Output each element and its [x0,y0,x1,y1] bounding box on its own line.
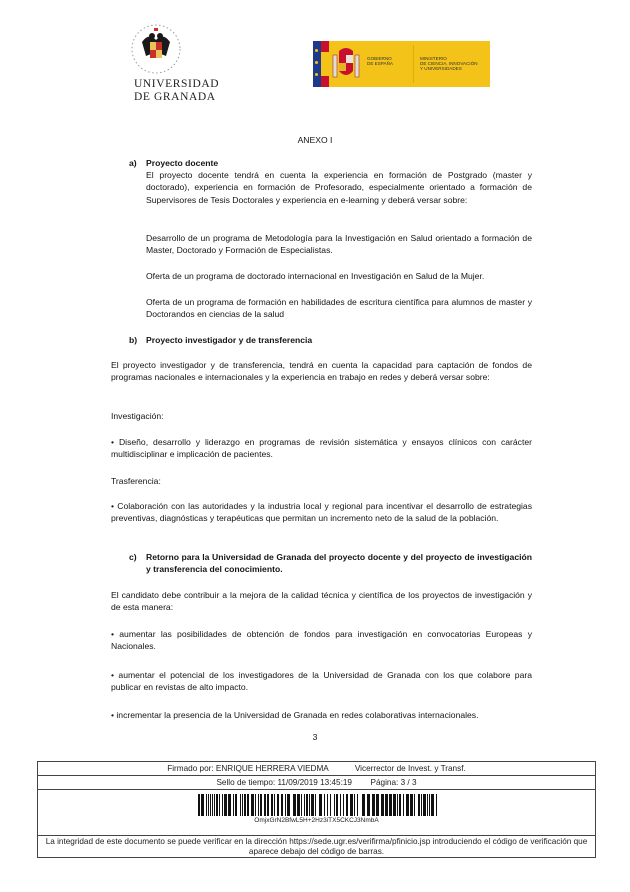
barcode-bar [362,794,365,816]
university-logo [122,22,222,102]
barcode-bar [399,794,401,816]
gov-label-1: GOBIERNO [367,56,392,61]
barcode-bar [334,794,335,816]
barcode-bar [201,794,204,816]
barcode-bar [340,794,341,816]
investigacion-item: • Diseño, desarrollo y liderazgo en programas de revisión sistemática y ensayos clínicos con carácter multidisciplinar e implicación de pacientes. [111,437,532,460]
section-c-intro: El candidato debe contribuir a la mejora de la calidad técnica y científica de los proyectos de investigación y de esta manera: [111,590,532,613]
barcode-bar [242,794,243,816]
barcode-bar [198,794,200,816]
barcode-bar [343,794,344,816]
barcode-bar [403,794,404,816]
university-name-line2: DE GRANADA [134,91,216,103]
barcode-bar [354,794,355,816]
barcode-bar [293,794,296,816]
barcode-bar [421,794,422,816]
barcode-bar [265,794,266,816]
barcode-bar [260,794,262,816]
barcode-bar [301,794,302,816]
barcode-bar [306,794,308,816]
barcode-bar [376,794,379,816]
signature-footer [37,761,596,858]
barcode-bar [281,794,283,816]
verification-code: OmjxGrN2BfwL5H+2Hz3iTX5CKCJ3NmbA [254,817,379,824]
barcode-bar [212,794,213,816]
transferencia-item: • Colaboración con las autoridades y la industria local y regional para incentivar el desarrollo de estrategias preventivas, diagnósticas y terapéuticas que permitan un incremento neto de la salud de la población. [111,501,532,524]
barcode-bar [429,794,430,816]
barcode-section [38,794,595,836]
timestamp: Sello de tiempo: 11/09/2019 13:45:19 [216,778,352,787]
ministry-line1: MINISTERIO [420,56,447,61]
coat-of-arms-icon [329,41,363,87]
barcode-bar [247,794,249,816]
barcode-bar [406,794,409,816]
eu-star-icon [315,49,318,52]
section-c-bullet: • aumentar las posibilidades de obtención de fondos para investigación en convocatorias Europeas y Nacionales. [111,629,532,652]
timestamp-row [38,776,595,790]
barcode-bar [389,794,392,816]
eu-star-icon [315,73,318,76]
barcode-bar [393,794,396,816]
barcode-bar [311,794,314,816]
barcode-bar [425,794,426,816]
barcode-bar [327,794,328,816]
barcode-bar [309,794,310,816]
barcode-bar [285,794,286,816]
page-number: 3 [312,732,318,742]
barcode-bar [271,794,273,816]
section-c-bullet: • aumentar el potencial de los investigadores de la Universidad de Granada con los que colabore para publicar en revistas de alto impacto. [111,670,532,693]
integrity-note: La integridad de este documento se puede verificar en la dirección https://sede.ugr.es/verifirma/pfinicio.jsp introduciendo el código de verificación que aparece debajo del código de barras. [45,837,588,856]
section-c-bullet: • incrementar la presencia de la Universidad de Granada en redes colaborativas internacionales. [111,710,479,720]
university-seal-icon [122,22,222,78]
signature-row [38,762,595,776]
ministry-line2: DE CIENCIA, INNOVACIÓN [420,61,478,67]
barcode-bar [297,794,300,816]
section-a-item: Oferta de un programa de doctorado internacional en Investigación en Salud de la Mujer. [146,271,485,281]
barcode-bar [222,794,223,816]
barcode-bar [315,794,316,816]
barcode-bar [228,794,231,816]
barcode-bar [382,794,384,816]
section-a-marker: a) [129,158,137,168]
barcode-bar [385,794,388,816]
section-a-item: Oferta de un programa de formación en habilidades de escritura científica para alumnos de master y Doctorandos en ciencias de la salud [146,297,532,320]
barcode-bar [287,794,290,816]
spain-flag-stripe [321,41,329,87]
barcode-bar [336,794,338,816]
university-name-line1: UNIVERSIDAD [134,78,220,90]
barcode-bar [274,794,275,816]
barcode-bar [372,794,375,816]
barcode-bar [240,794,241,816]
barcode-bar [206,794,207,816]
barcode-bar [208,794,209,816]
gov-label-2: DE ESPAÑA [367,61,393,67]
section-b-marker: b) [129,335,138,345]
barcode-bar [431,794,434,816]
barcode [38,794,595,816]
barcode-bar [319,794,322,816]
barcode-bar [427,794,428,816]
barcode-bar [397,794,398,816]
barcode-bar [214,794,215,816]
barcode-bar [350,794,353,816]
signed-by: Firmado por: ENRIQUE HERRERA VIEDMA [167,764,329,773]
section-c-marker: c) [129,552,137,562]
eu-stripe [313,41,321,87]
barcode-bar [224,794,227,816]
page-indicator: Página: 3 / 3 [370,778,417,787]
barcode-bar [277,794,279,816]
section-a-item: Desarrollo de un programa de Metodología para la Investigación en Salud orientado a formación de Master, Doctorado y Formación de Especialistas. [146,233,532,256]
section-c-heading: Retorno para la Universidad de Granada del proyecto docente y del proyecto de investigación y transferencia del conocimiento. [146,552,532,575]
barcode-bar [258,794,259,816]
investigacion-label: Investigación: [111,411,164,421]
barcode-bar [304,794,305,816]
barcode-bar [357,794,358,816]
signer-role: Vicerrector de Invest. y Transf. [354,764,466,773]
section-a-intro: El proyecto docente tendrá en cuenta la experiencia en formación de Postgrado (master y doctorado), experiencia en formación de Profesorado, especialmente orientado a formación de Supervisores de Tesis Doctorales y experiencia en e-learning y deberá versar sobre: [146,170,532,205]
barcode-bar [233,794,234,816]
barcode-bar [418,794,420,816]
barcode-bar [235,794,237,816]
barcode-bar [410,794,413,816]
document-title: ANEXO I [297,135,333,145]
barcode-bar [251,794,254,816]
barcode-bar [367,794,370,816]
government-logo [313,41,490,87]
barcode-bar [414,794,415,816]
transferencia-label: Trasferencia: [111,476,161,486]
barcode-bar [219,794,220,816]
barcode-bar [210,794,211,816]
eu-star-icon [315,61,318,64]
barcode-bar [346,794,348,816]
barcode-bar [324,794,325,816]
ministry-line3: Y UNIVERSIDADES [420,66,462,72]
barcode-bar [436,794,437,816]
barcode-bar [255,794,256,816]
barcode-bar [244,794,246,816]
barcode-bar [267,794,269,816]
section-b-intro: El proyecto investigador y de transferencia, tendrá en cuenta la capacidad para captación de fondos de programas nacionales e internacionales y la experiencia en trabajo en redes y deberá versar sobre: [111,360,532,383]
barcode-bar [330,794,331,816]
section-a-heading: Proyecto docente [146,158,219,168]
section-b-heading: Proyecto investigador y de transferencia [146,335,313,345]
barcode-bar [216,794,218,816]
